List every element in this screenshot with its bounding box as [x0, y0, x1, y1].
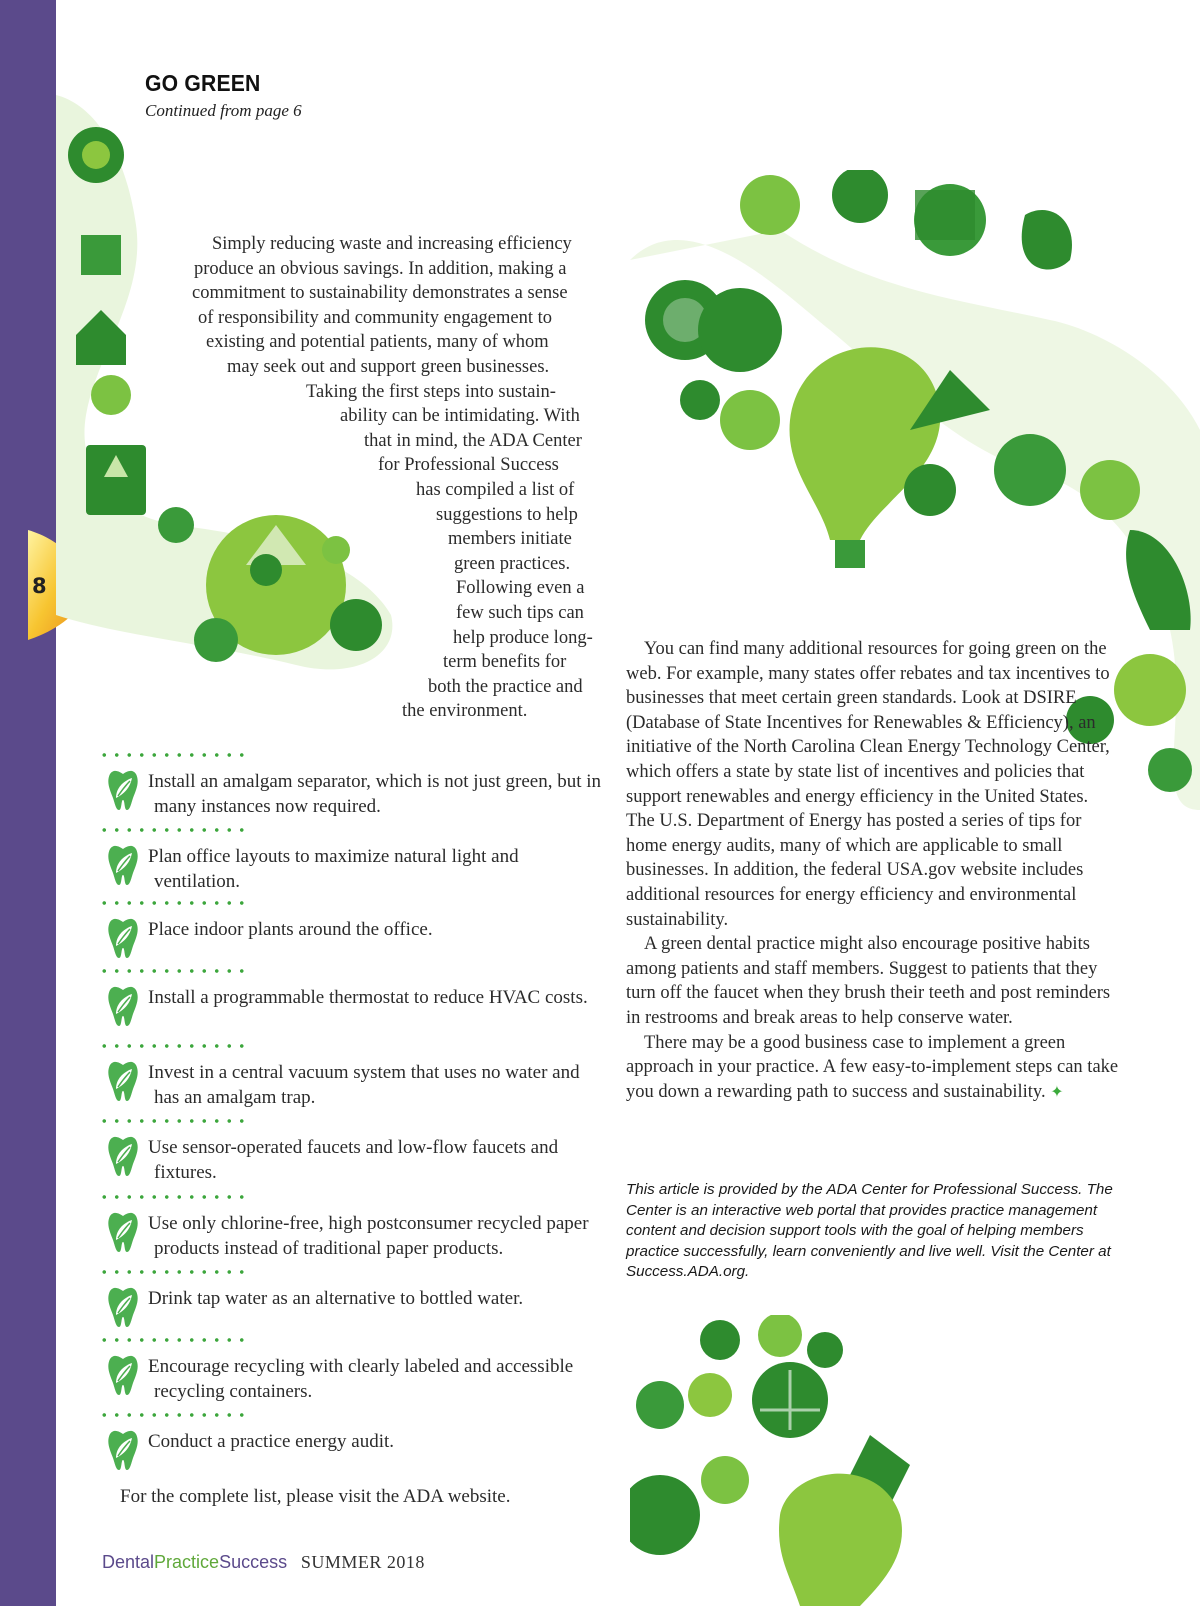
dotted-divider	[98, 1114, 248, 1128]
intro-line: green practices.	[454, 553, 571, 574]
tip-text: Place indoor plants around the office.	[148, 919, 433, 940]
intro-line: of responsibility and community engagement to	[198, 307, 553, 328]
dotted-divider	[98, 1333, 248, 1347]
closing-line: For the complete list, please visit the ADA website.	[120, 1486, 511, 1507]
intro-line: both the practice and	[428, 676, 583, 697]
tooth-leaf-icon	[106, 1285, 140, 1327]
section-title: GO GREEN	[145, 70, 261, 96]
article-credit: This article is provided by the ADA Center for Professional Success. The Center is an interactive web portal that provides practice management content and decision support tools with the goal of helping members practice successfully, learn conveniently and live well. Visit the Center at Success.ADA.org.	[626, 1181, 1113, 1281]
dotted-divider	[98, 1265, 248, 1279]
intro-line: commitment to sustainability demonstrates a sense	[192, 283, 568, 304]
tip-text: Install a programmable thermostat to reduce HVAC costs.	[148, 987, 588, 1008]
list-item	[98, 1333, 608, 1408]
tooth-leaf-icon	[106, 1353, 140, 1395]
intro-line: Simply reducing waste and increasing efficiency	[212, 234, 572, 254]
paragraph-text: There may be a good business case to implement a green approach in your practice. A few easy-to-implement steps can take you down a rewarding path to success and sustainability.	[626, 1032, 1119, 1102]
list-item	[98, 1265, 608, 1333]
intro-line: Following even a	[456, 578, 585, 599]
dotted-divider	[98, 1408, 248, 1422]
dotted-divider	[98, 964, 248, 978]
sidebar-band	[0, 0, 56, 1606]
dotted-divider	[98, 896, 248, 910]
footer	[102, 1552, 425, 1573]
tip-text: Use only chlorine-free, high postconsumer recycled paper products instead of traditional paper products.	[148, 1213, 589, 1259]
intro-line: suggestions to help	[436, 504, 578, 525]
dotted-divider	[98, 1039, 248, 1053]
intro-line: produce an obvious savings. In addition, making a	[194, 258, 567, 279]
list-item	[98, 823, 608, 896]
list-item	[98, 1039, 608, 1114]
tooth-leaf-icon	[106, 1428, 140, 1470]
tooth-leaf-icon	[106, 1210, 140, 1252]
tip-text: Drink tap water as an alternative to bottled water.	[148, 1288, 524, 1309]
tooth-leaf-icon	[106, 916, 140, 958]
paragraph: A green dental practice might also encourage positive habits among patients and staff members. Suggest to patients that they turn off the faucet when they brush their teeth and post reminders in restrooms and break areas to help conserve water.	[626, 934, 1111, 1028]
tips-list	[98, 748, 608, 1468]
intro-line: ability can be intimidating. With	[340, 406, 580, 427]
tip-text: Use sensor-operated faucets and low-flow faucets and fixtures.	[148, 1137, 559, 1183]
intro-line: the environment.	[402, 701, 528, 722]
issue-date: SUMMER 2018	[300, 1552, 425, 1572]
intro-text	[180, 232, 600, 724]
intro-line: help produce long-	[453, 627, 593, 648]
intro-line: for Professional Success	[378, 455, 559, 476]
intro-line: that in mind, the ADA Center	[364, 430, 582, 451]
paragraph	[626, 1031, 1121, 1105]
list-item	[98, 1114, 608, 1190]
page-number: 8	[32, 574, 47, 598]
continued-note: Continued from page 6	[145, 101, 302, 120]
list-item	[98, 1408, 608, 1468]
list-item	[98, 964, 608, 1039]
dotted-divider	[98, 1190, 248, 1204]
tooth-leaf-icon	[106, 768, 140, 810]
tip-text: Conduct a practice energy audit.	[148, 1431, 395, 1452]
tip-text: Install an amalgam separator, which is not just green, but in many instances now required.	[148, 771, 602, 817]
list-item	[98, 748, 608, 823]
brand-success: Success	[219, 1552, 288, 1572]
intro-line: members initiate	[448, 529, 572, 550]
brand-practice: Practice	[154, 1552, 220, 1572]
intro-line: Taking the first steps into sustain-	[306, 381, 556, 402]
tip-text: Invest in a central vacuum system that uses no water and has an amalgam trap.	[148, 1062, 580, 1108]
paragraph: You can find many additional resources for going green on the web. For example, many states offer rebates and tax incentives to businesses that meet certain green standards. Look at DSIRE (Database of State Incentives for Renewables & Efficiency), an initiative of the North Carolina Clean Energy Technology Center, which offers a state by state list of incentives and policies that support renewables and energy efficiency in the United States. The U.S. Department of Energy has posted a series of tips for home energy audits, many of which are applicable to small businesses. In addition, the federal USA.gov website includes additional resources for energy efficiency and environmental sustainability.	[626, 639, 1110, 930]
dotted-divider	[98, 823, 248, 837]
intro-line: may seek out and support green businesses.	[227, 356, 550, 377]
intro-line: term benefits for	[443, 652, 567, 673]
tooth-leaf-icon	[106, 1059, 140, 1101]
tooth-leaf-icon	[106, 843, 140, 885]
tooth-leaf-icon	[106, 984, 140, 1026]
tip-text: Encourage recycling with clearly labeled and accessible recycling containers.	[148, 1356, 574, 1402]
dotted-divider	[98, 748, 248, 762]
article-body	[626, 637, 1121, 1104]
list-item	[98, 896, 608, 964]
tooth-leaf-icon	[106, 1134, 140, 1176]
brand-dental: Dental	[102, 1552, 155, 1572]
intro-line: has compiled a list of	[416, 479, 575, 500]
end-mark-icon: ✦	[1050, 1081, 1064, 1101]
list-item	[98, 1190, 608, 1265]
intro-line: existing and potential patients, many of whom	[206, 332, 549, 353]
tip-text: Plan office layouts to maximize natural light and ventilation.	[148, 846, 519, 892]
intro-line: few such tips can	[456, 602, 584, 623]
footprint-illustration-bottom	[630, 1315, 960, 1606]
